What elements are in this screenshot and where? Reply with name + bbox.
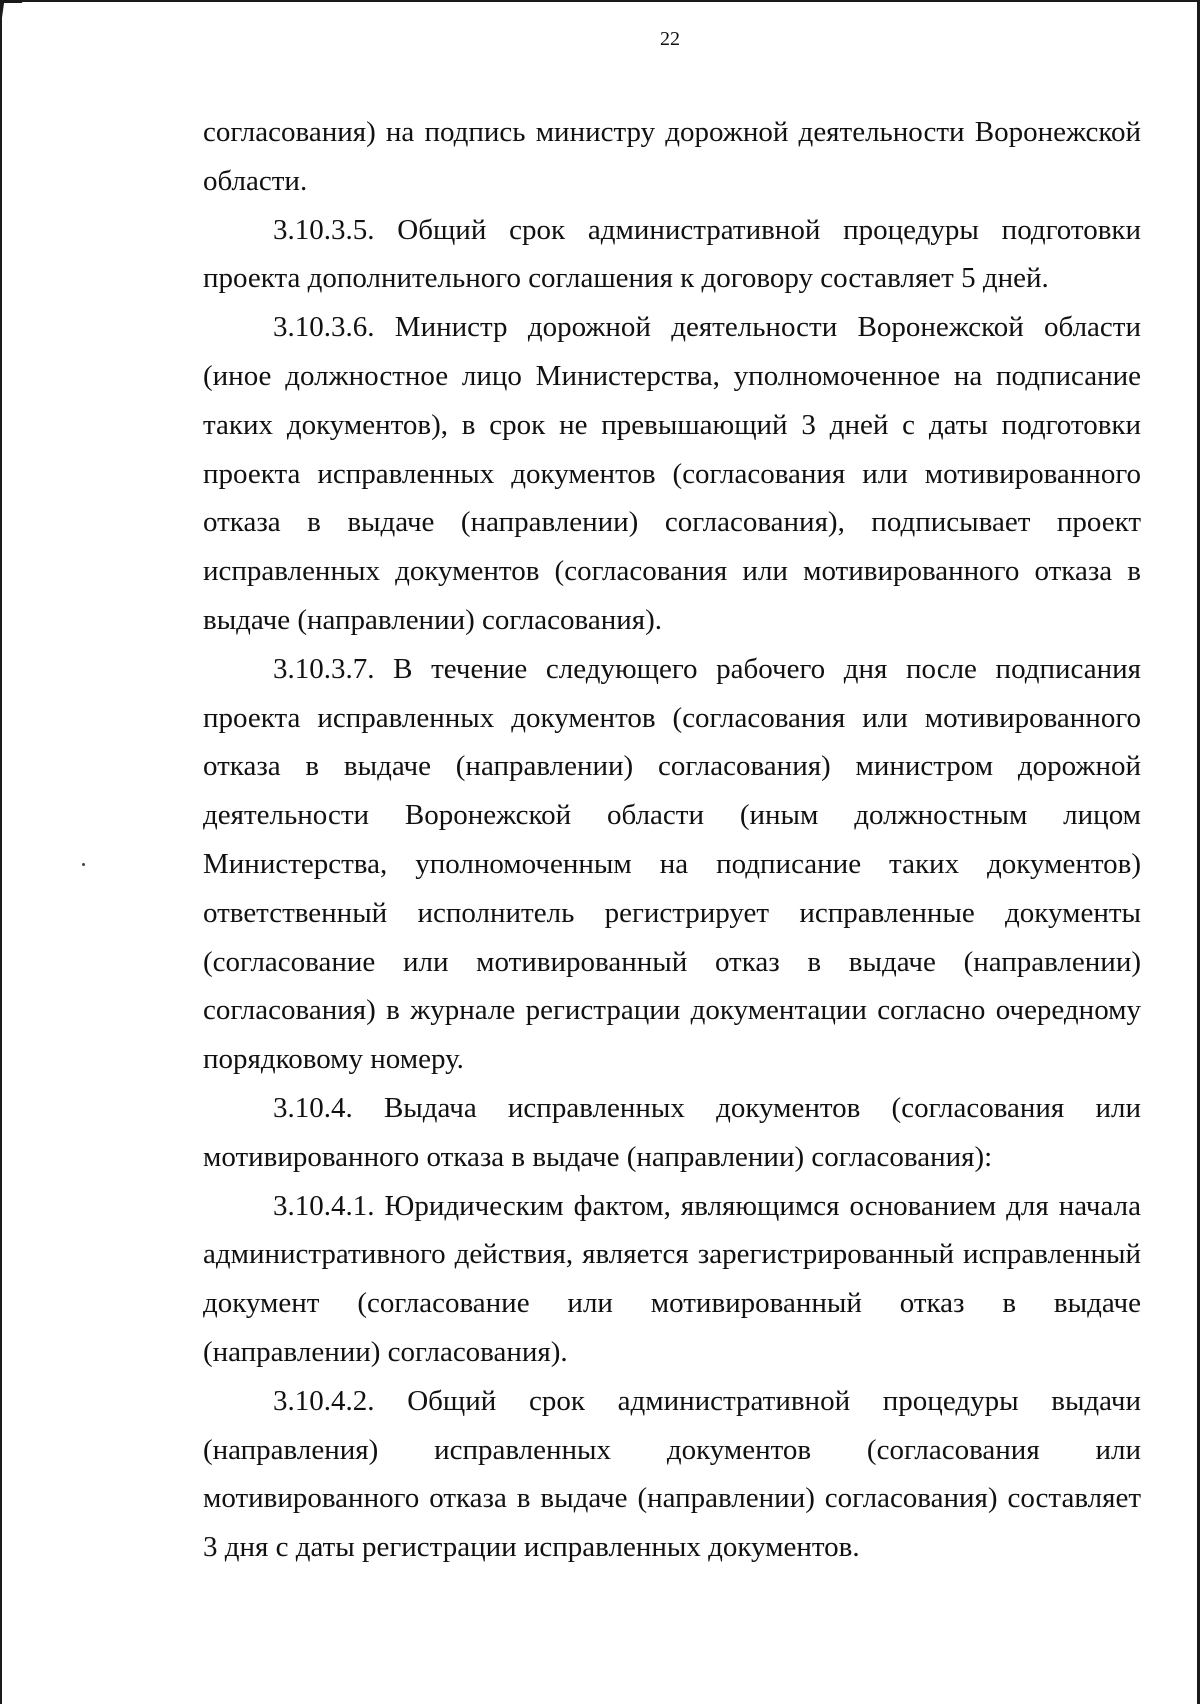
scan-speck: [82, 863, 85, 866]
paragraph-3-10-4-2: 3.10.4.2. Общий срок административной процедуры выдачи (направления) исправленных документов (согласования или мотивированного отказа в выдаче (направлении) согласования) составляет 3 дня с даты регистрации исправленных документов.: [203, 1384, 1141, 1564]
document-body: [203, 108, 1141, 1572]
paragraph-3-10-4: 3.10.4. Выдача исправленных документов (согласования или мотивированного отказа в выдаче (направлении) согласования):: [203, 1091, 1141, 1173]
paragraph-3-10-4-1: 3.10.4.1. Юридическим фактом, являющимся основанием для начала административного действия, является зарегистрированный исправленный документ (согласование или мотивированный отказ в выдаче (направлении) согласования).: [203, 1189, 1141, 1368]
paragraph-3-10-3-5: 3.10.3.5. Общий срок административной процедуры подготовки проекта дополнительного соглашения к договору составляет 5 дней.: [203, 213, 1141, 295]
scan-corner-mark: [0, 0, 22, 21]
scan-border-left: [0, 0, 2, 1704]
scan-border-top: [0, 0, 1200, 2]
page-number: 22: [660, 28, 680, 50]
paragraph-3-10-3-7: 3.10.3.7. В течение следующего рабочего дня после подписания проекта исправленных документов (согласования или мотивированного отказа в выдаче (направлении) согласования) министром дорожной деятельности Воронежской области (иным должностным лицом Министерства, уполномоченным на подписание таких документов) ответственный исполнитель регистрирует исправленные документы (согласование или мотивированный отказ в выдаче (направлении) согласования) в журнале регистрации документации согласно очередному порядковому номеру.: [203, 652, 1141, 1076]
paragraph-3-10-3-6: 3.10.3.6. Министр дорожной деятельности Воронежской области (иное должностное лицо Министерства, уполномоченное на подписание таких документов), в срок не превышающий 3 дней с даты подготовки проекта исправленных документов (согласования или мотивированного отказа в выдаче (направлении) согласования), подписывает проект исправленных документов (согласования или мотивированного отказа в выдаче (направлении) согласования).: [203, 311, 1141, 636]
paragraph-continuation: согласования) на подпись министру дорожной деятельности Воронежской области.: [203, 116, 1141, 197]
